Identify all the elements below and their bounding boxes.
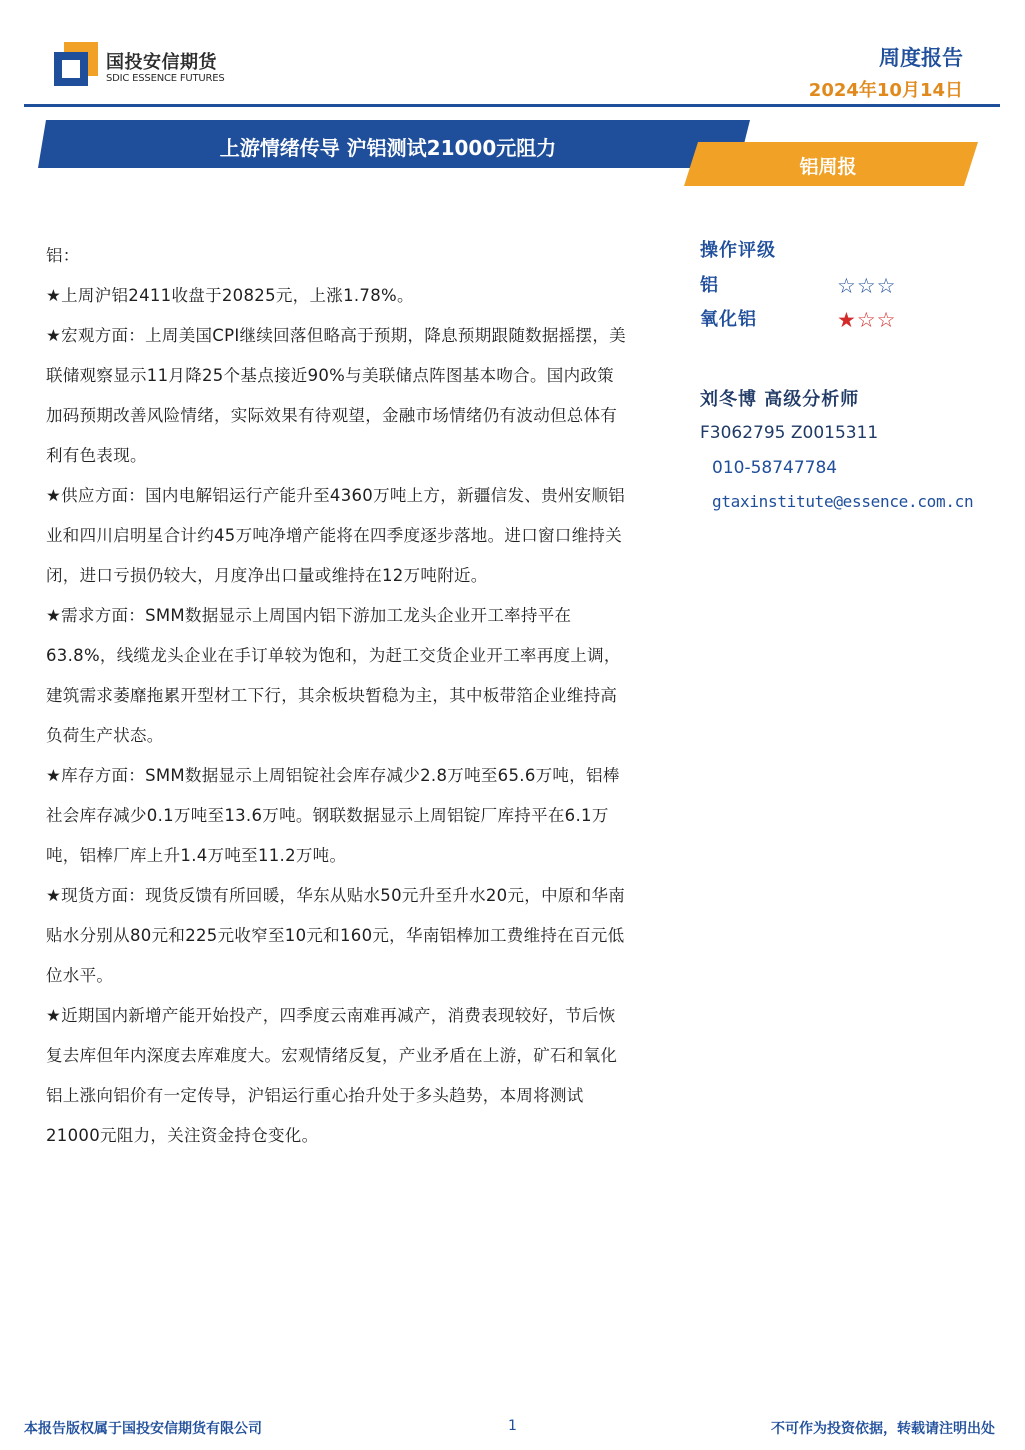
body-paragraph: 铝： <box>46 246 80 265</box>
logo-english-name: SDIC ESSENCE FUTURES <box>106 73 225 84</box>
rating-row-aluminum <box>700 269 1020 303</box>
report-type: 周度报告 <box>879 46 963 70</box>
company-logo <box>54 42 244 90</box>
logo-chinese-name: 国投安信期货 <box>106 52 217 73</box>
body-paragraph: ★库存方面：SMM数据显示上周铝锭社会库存减少2.8万吨至65.6万吨，铝棒社会库存减少0.1万吨至13.6万吨。钢联数据显示上周铝锭厂库持平在6.1万吨，铝棒厂库上升1.4万吨至11.2万吨。 <box>46 766 620 865</box>
report-date: 2024年10月14日 <box>808 80 963 101</box>
header-divider <box>24 104 1000 107</box>
footer-disclaimer: 不可作为投资依据，转载请注明出处 <box>771 1421 995 1437</box>
body-paragraph: ★上周沪铝2411收盘于20825元，上涨1.78%。 <box>46 286 414 305</box>
body-paragraph: ★需求方面：SMM数据显示上周国内铝下游加工龙头企业开工率持平在63.8%，线缆龙头企业在手订单较为饱和，为赶工交货企业开工率再度上调，建筑需求萎靡拖累开型材工下行，其余板块暂稳为主，其中板带箔企业维持高负荷生产状态。 <box>46 606 621 745</box>
body-paragraph: ★现货方面：现货反馈有所回暖，华东从贴水50元升至升水20元，中原和华南贴水分别从80元和225元收窄至10元和160元，华南铝棒加工费维持在百元低位水平。 <box>46 886 626 985</box>
analyst-info <box>700 385 1020 519</box>
analyst-phone[interactable]: 010-58747784 <box>712 458 838 478</box>
star-filled-icon: ★ <box>837 308 857 332</box>
logo-mark-icon <box>54 42 98 86</box>
analyst-license-ids: F3062795 Z0015311 <box>700 423 879 443</box>
star-rating-icon: ☆☆☆ <box>837 274 897 298</box>
footer-copyright: 本报告版权属于国投安信期货有限公司 <box>24 1421 262 1437</box>
body-paragraph: ★近期国内新增产能开始投产，四季度云南难再减产，消费表现较好，节后恢复去库但年内深度去库难度大。宏观情绪反复，产业矛盾在上游，矿石和氧化铝上涨向铝价有一定传导，沪铝运行重心抬升处于多头趋势，本周将测试21000元阻力，关注资金持仓变化。 <box>46 1006 618 1145</box>
rating-name: 氧化铝 <box>700 309 757 330</box>
report-category-tag: 铝周报 <box>799 156 857 178</box>
rating-panel <box>700 236 1020 337</box>
title-banner <box>38 120 978 190</box>
star-empty-icon: ☆☆ <box>856 308 897 332</box>
rating-title: 操作评级 <box>700 240 776 261</box>
rating-name: 铝 <box>700 275 719 296</box>
report-body <box>46 236 626 1156</box>
page-number: 1 <box>508 1418 517 1434</box>
report-title: 上游情绪传导 沪铝测试21000元阻力 <box>219 136 557 160</box>
analyst-name: 刘冬博 高级分析师 <box>700 389 860 410</box>
body-paragraph: ★供应方面：国内电解铝运行产能升至4360万吨上方，新疆信发、贵州安顺铝业和四川启明星合计约45万吨净增产能将在四季度逐步落地。进口窗口维持关闭，进口亏损仍较大，月度净出口量或维持在12万吨附近。 <box>46 486 626 585</box>
star-rating-icon <box>837 303 896 337</box>
body-paragraph: ★宏观方面：上周美国CPI继续回落但略高于预期，降息预期跟随数据摇摆，美联储观察显示11月降25个基点接近90%与美联储点阵图基本吻合。国内政策加码预期改善风险情绪，实际效果有待观望，金融市场情绪仍有波动但总体有利有色表现。 <box>46 326 626 465</box>
analyst-email[interactable]: gtaxinstitute@essence.com.cn <box>712 492 974 511</box>
rating-row-alumina <box>700 303 1020 337</box>
